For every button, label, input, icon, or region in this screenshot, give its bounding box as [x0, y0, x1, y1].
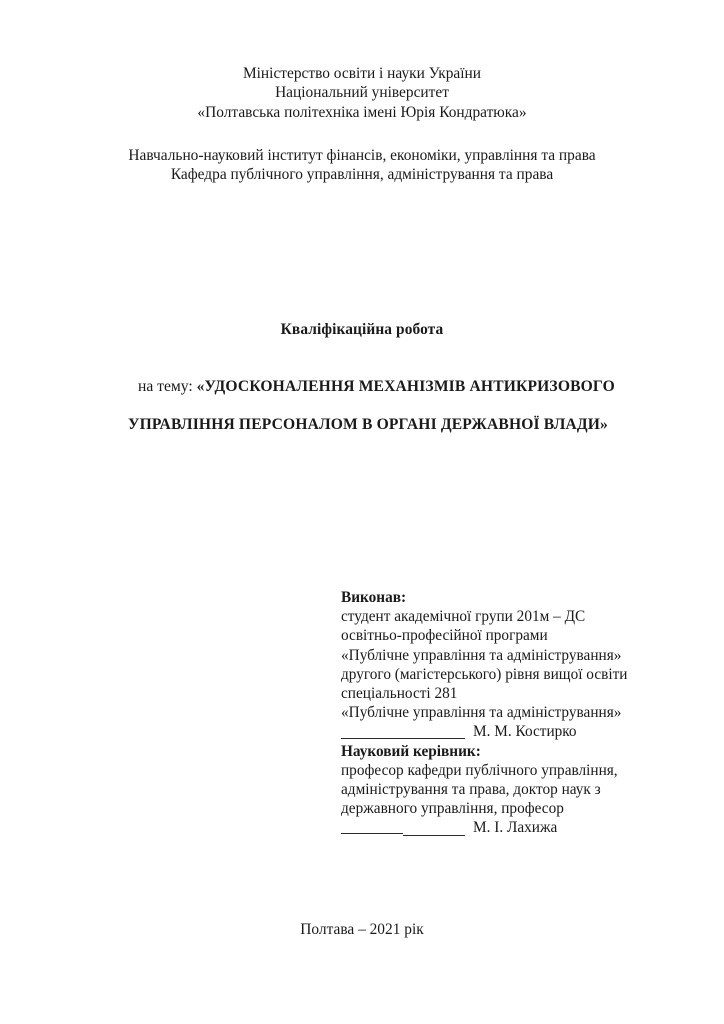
thesis-title-row-2	[118, 406, 670, 444]
supervisor-signature-line-a	[341, 833, 403, 834]
supervisor-line-1: професор кафедри публічного управління,	[341, 761, 618, 779]
responsibility-block	[341, 588, 681, 838]
supervisor-name: М. І. Лахижа	[473, 819, 558, 837]
author-line-6: «Публічне управління та адміністрування»	[341, 704, 622, 722]
author-line-2: освітньо-професійної програми	[341, 627, 548, 645]
institute-header	[0, 146, 724, 185]
author-group	[341, 588, 681, 742]
supervisor-signature-line-b	[403, 835, 465, 836]
ministry-line-2: Національний університет	[275, 84, 449, 102]
author-name: М. М. Костирко	[473, 723, 577, 741]
author-line-5: спеціальності 281	[341, 685, 458, 703]
supervisor-signature-row	[341, 818, 681, 837]
work-type-label: Кваліфікаційна робота	[280, 321, 444, 338]
thesis-title-line-1: «УДОСКОНАЛЕННЯ МЕХАНІЗМІВ АНТИКРИЗОВОГО	[196, 378, 615, 395]
ministry-header	[0, 64, 724, 122]
author-signature-line	[341, 738, 465, 739]
supervisor-line-3: державного управління, професор	[341, 800, 564, 818]
place-and-year: Полтава – 2021 рік	[300, 921, 424, 938]
supervisor-line-2: адміністрування та права, доктор наук з	[341, 781, 601, 799]
author-line-4: другого (магістерського) рівня вищої освіти	[341, 665, 628, 683]
author-line-3: «Публічне управління та адміністрування»	[341, 646, 622, 664]
institute-name: Навчально-науковий інститут фінансів, економіки, управління та права	[128, 147, 596, 164]
supervisor-role-label: Науковий керівник:	[341, 742, 481, 760]
department-name: Кафедра публічного управління, адміністрування та права	[170, 166, 554, 184]
thesis-title	[118, 368, 670, 444]
supervisor-group	[341, 742, 681, 838]
thesis-title-prefix: на тему:	[138, 378, 197, 395]
ministry-line-3: «Полтавська політехніка імені Юрія Кондратюка»	[197, 103, 527, 121]
thesis-title-row-1	[118, 368, 670, 406]
author-signature-row	[341, 722, 681, 741]
thesis-title-line-2: УПРАВЛІННЯ ПЕРСОНАЛОМ В ОРГАНІ ДЕРЖАВНОЇ ВЛАДИ»	[128, 416, 609, 433]
author-role-label: Виконав:	[341, 589, 407, 606]
ministry-line-1: Міністерство освіти і науки України	[242, 65, 482, 82]
author-line-1: студент академічної групи 201м – ДС	[341, 608, 586, 626]
